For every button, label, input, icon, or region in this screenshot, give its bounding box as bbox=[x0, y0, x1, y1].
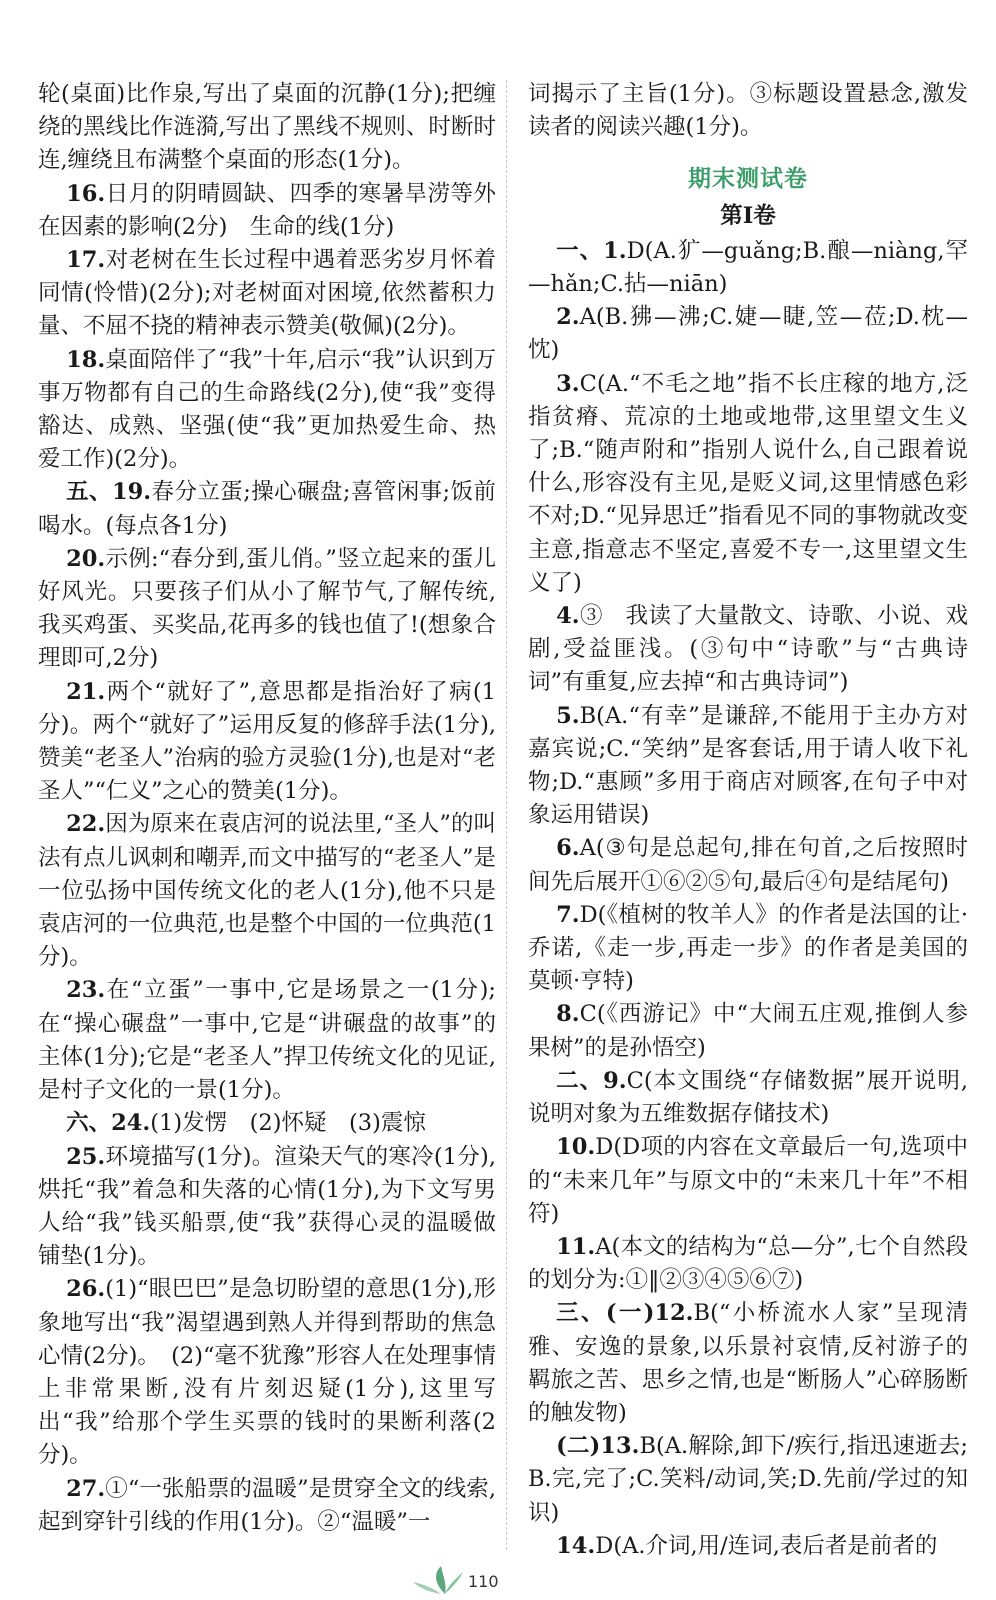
answer-item bbox=[528, 1131, 968, 1231]
answer-text: 示例:“春分到,蛋儿俏。”竖立起来的蛋儿好风光。只要孩子们从小了解节气,了解传统,我买鸡蛋、买奖品,花再多的钱也值了!(想象合理即可,2分) bbox=[38, 545, 496, 672]
answer-item bbox=[528, 700, 968, 833]
answer-text: 桌面陪伴了“我”十年,启示“我”认识到万事万物都有自己的生命路线(2分),使“我”变得豁达、成熟、坚强(使“我”更加热爱生命、热爱工作)(2分)。 bbox=[38, 346, 496, 473]
left-column bbox=[38, 78, 496, 1539]
answer-item bbox=[528, 1065, 968, 1131]
answer-number: 二、9. bbox=[556, 1067, 627, 1094]
answer-text: C(本文围绕“存储数据”展开说明,说明对象为五维数据存储技术) bbox=[528, 1067, 968, 1128]
answer-item bbox=[38, 476, 496, 542]
right-column-answers bbox=[528, 235, 968, 1563]
answer-number: 五、19. bbox=[66, 479, 152, 506]
answer-number: 六、24. bbox=[66, 1110, 151, 1137]
answer-item bbox=[528, 368, 968, 600]
answer-text: A(B.狒—沸;C.婕—睫,笠—莅;D.枕—忱) bbox=[528, 304, 968, 364]
answer-number: 2. bbox=[556, 304, 580, 331]
answer-text: D(A.介词,用/连词,表后者是前者的 bbox=[595, 1532, 938, 1559]
answer-item bbox=[528, 235, 968, 301]
answer-number: 3. bbox=[556, 370, 580, 397]
answer-number: 一、1. bbox=[556, 237, 627, 264]
answer-text: 词揭示了主旨(1分)。③标题设置悬念,激发读者的阅读兴趣(1分)。 bbox=[528, 81, 968, 141]
answer-text: (1)“眼巴巴”是急切盼望的意思(1分),形象地写出“我”渴望遇到熟人并得到帮助的焦急心情(2分)。 (2)“毫不犹豫”形容人在处理事情上非常果断,没有片刻迟疑(1分),这里写出“我”给那个学生买票的钱时的果断利落(2分)。 bbox=[38, 1276, 496, 1469]
answer-item bbox=[528, 899, 968, 999]
page-footer bbox=[0, 1562, 996, 1600]
answer-number: 三、(一)12. bbox=[556, 1300, 694, 1327]
answer-item bbox=[38, 244, 496, 344]
section-title: 期末测试卷 bbox=[688, 165, 808, 193]
answer-item bbox=[528, 78, 968, 144]
answer-item bbox=[528, 832, 968, 898]
answer-number: 25. bbox=[66, 1143, 106, 1170]
answer-number: 22. bbox=[66, 811, 106, 838]
answer-item bbox=[528, 1530, 968, 1563]
answer-text: 日月的阴晴圆缺、四季的寒暑旱涝等外在因素的影响(2分) 生命的线(1分) bbox=[38, 180, 496, 240]
answer-item bbox=[38, 676, 496, 809]
sub-title: 第Ⅰ卷 bbox=[720, 202, 776, 229]
answer-number: 18. bbox=[66, 346, 106, 373]
page-number: 110 bbox=[468, 1572, 499, 1591]
answer-item bbox=[38, 974, 496, 1107]
answer-text: D(D项的内容在文章最后一句,选项中的“未来几年”与原文中的“未来几十年”不相符) bbox=[528, 1134, 968, 1227]
answer-text: 环境描写(1分)。渲染天气的寒冷(1分),烘托“我”着急和失落的心情(1分),为下文写男人给“我”钱买船票,使“我”获得心灵的温暖做铺垫(1分)。 bbox=[38, 1143, 496, 1270]
answer-item bbox=[528, 1430, 968, 1530]
answer-number: 21. bbox=[66, 678, 106, 705]
answer-text: D(《植树的牧羊人》的作者是法国的让·乔诺,《走一步,再走一步》的作者是美国的莫顿·亨特) bbox=[528, 901, 968, 995]
answer-text: 春分立蛋;操心碾盘;喜管闲事;饭前喝水。(每点各1分) bbox=[38, 479, 496, 539]
answer-number: 8. bbox=[556, 1001, 580, 1028]
answer-text: 因为原来在袁店河的说法里,“圣人”的叫法有点儿讽刺和嘲弄,而文中描写的“老圣人”是一位弘扬中国传统文化的老人(1分),他不只是袁店河的一位典范,也是整个中国的一位典范(1分)。 bbox=[38, 811, 496, 971]
column-divider bbox=[506, 80, 507, 1550]
leaf-ornament-icon bbox=[395, 1564, 465, 1598]
answer-item bbox=[38, 808, 496, 974]
answer-number: 16. bbox=[66, 180, 106, 207]
answer-item bbox=[528, 301, 968, 367]
answer-item bbox=[528, 998, 968, 1064]
answer-number: (二)13. bbox=[556, 1433, 640, 1460]
answer-number: 14. bbox=[556, 1532, 596, 1559]
answer-text: A(③句是总起句,排在句首,之后按照时间先后展开①⑥②⑤句,最后④句是结尾句) bbox=[528, 835, 968, 895]
answer-number: 5. bbox=[556, 702, 580, 729]
answer-number: 10. bbox=[556, 1134, 596, 1161]
answer-item bbox=[38, 1141, 496, 1274]
answer-text: 两个“就好了”,意思都是指治好了病(1分)。两个“就好了”运用反复的修辞手法(1分),赞美“老圣人”治病的验方灵验(1分),也是对“老圣人”“仁义”之心的赞美(1分)。 bbox=[38, 678, 496, 805]
answer-item bbox=[528, 600, 968, 700]
answer-text: C(A.“不毛之地”指不长庄稼的地方,泛指贫瘠、荒凉的土地或地带,这里望文生义了;B.“随声附和”指别人说什么,自己跟着说什么,形容没有主见,是贬义词,这里情感色彩不对;D.“见异思迁”指看见不同的事物就改变主意,指意志不坚定,喜爱不专一,这里望文生义了) bbox=[528, 370, 968, 596]
answer-number: 6. bbox=[556, 835, 580, 862]
answer-number: 23. bbox=[66, 977, 106, 1004]
answer-number: 4. bbox=[556, 603, 580, 630]
answer-item bbox=[38, 344, 496, 477]
answer-item bbox=[38, 1273, 496, 1472]
answer-number: 11. bbox=[556, 1233, 596, 1260]
answer-number: 27. bbox=[66, 1475, 106, 1502]
answer-number: 7. bbox=[556, 901, 580, 928]
answer-text: B(A.解除,卸下/疾行,指迅速逝去;B.完,完了;C.笑料/动词,笑;D.先前/学过的知识) bbox=[528, 1433, 968, 1526]
answer-item bbox=[38, 78, 496, 178]
answer-item bbox=[38, 1473, 496, 1539]
answer-number: 17. bbox=[66, 247, 106, 274]
right-column bbox=[528, 78, 968, 1563]
answer-item bbox=[38, 543, 496, 676]
right-column-continuation bbox=[528, 78, 968, 144]
answer-text: C(《西游记》中“大闹五庄观,推倒人参果树”的是孙悟空) bbox=[528, 1001, 968, 1061]
answer-item bbox=[38, 178, 496, 244]
answer-text: ①“一张船票的温暖”是贯穿全文的线索,起到穿针引线的作用(1分)。②“温暖”一 bbox=[38, 1475, 496, 1535]
answer-number: 26. bbox=[66, 1276, 106, 1303]
answer-text: A(本文的结构为“总—分”,七个自然段的划分为:①‖②③④⑤⑥⑦) bbox=[528, 1233, 968, 1294]
answer-text: 轮(桌面)比作泉,写出了桌面的沉静(1分);把缠绕的黑线比作涟漪,写出了黑线不规则、时断时连,缠绕且布满整个桌面的形态(1分)。 bbox=[38, 81, 496, 174]
answer-text: B(“小桥流水人家”呈现清雅、安逸的景象,以乐景衬哀情,反衬游子的羁旅之苦、思乡之情,也是“断肠人”心碎肠断的触发物) bbox=[528, 1300, 968, 1426]
answer-text: D(A.犷—guǎng;B.酿—niàng,罕—hǎn;C.拈—niān) bbox=[528, 237, 968, 298]
answer-text: B(A.“有幸”是谦辞,不能用于主办方对嘉宾说;C.“笑纳”是客套话,用于请人收下礼物;D.“惠顾”多用于商店对顾客,在句子中对象运用错误) bbox=[528, 702, 968, 829]
answer-item bbox=[528, 1297, 968, 1430]
answer-item bbox=[528, 1231, 968, 1297]
answer-text: 在“立蛋”一事中,它是场景之一(1分);在“操心碾盘”一事中,它是“讲碾盘的故事”的主体(1分);它是“老圣人”捍卫传统文化的见证,是村子文化的一景(1分)。 bbox=[38, 977, 496, 1104]
answer-text: (1)发愣 (2)怀疑 (3)震惊 bbox=[150, 1110, 426, 1137]
answer-number: 20. bbox=[66, 545, 106, 572]
answer-text: 对老树在生长过程中遇着恶劣岁月怀着同情(怜惜)(2分);对老树面对困境,依然蓄积力量、不屈不挠的精神表示赞美(敬佩)(2分)。 bbox=[38, 247, 496, 340]
answer-text: ③ 我读了大量散文、诗歌、小说、戏剧,受益匪浅。(③句中“诗歌”与“古典诗词”有重复,应去掉“和古典诗词”) bbox=[528, 603, 968, 696]
answer-item bbox=[38, 1107, 496, 1140]
